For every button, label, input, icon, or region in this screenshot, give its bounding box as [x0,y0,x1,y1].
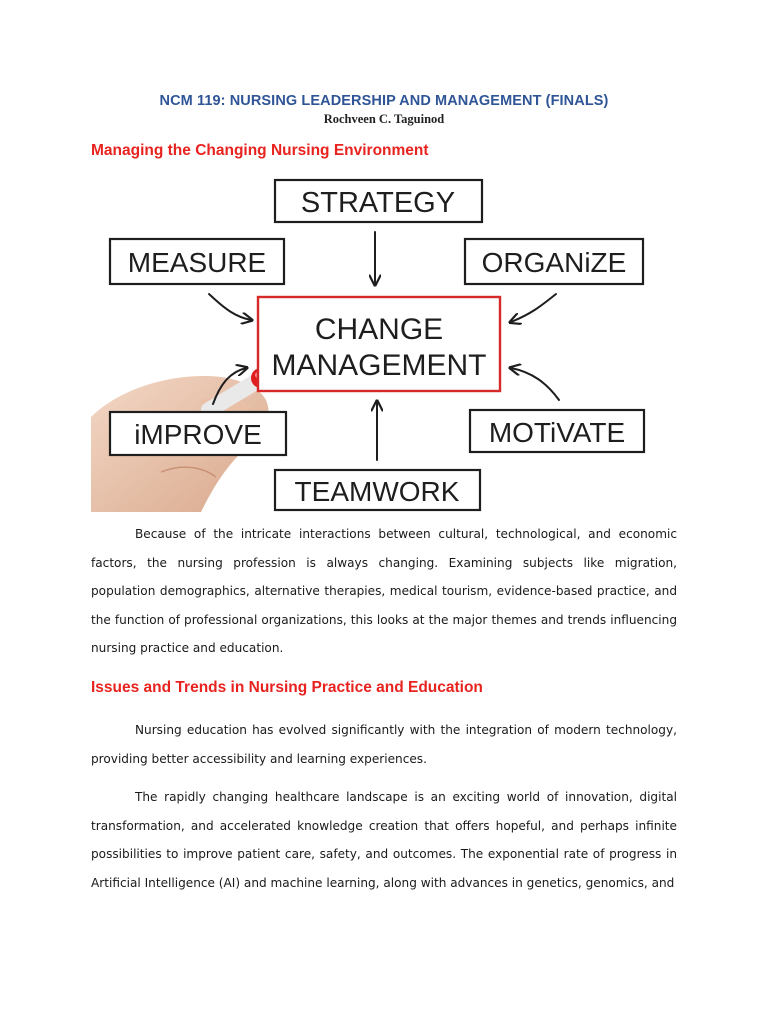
organize-box [465,239,643,284]
measure-label: MEASURE [127,247,267,278]
education-paragraph: Nursing education has evolved significantly with the integration of modern technology, providing better accessibility and learning experiences. [91,723,677,766]
center-label-line1: CHANGE [314,313,444,346]
measure-box [110,239,284,284]
section-heading-managing-change: Managing the Changing Nursing Environment [91,142,429,159]
motivate-box [470,410,644,452]
intro-paragraph: Because of the intricate interactions between cultural, technological, and economic factors, the nursing profession is always changing. Examining subjects like migration, population demographics, alternative therapies, medical tourism, evidence-based practice, and the function of professional organizations, this looks at the major themes and trends influencing nursing practice and education. [91,527,677,655]
center-label-line2: MANAGEMENT [271,349,487,382]
change-management-figure [91,172,677,512]
healthcare-landscape-paragraph: The rapidly changing healthcare landscape is an exciting world of innovation, digital transformation, and accelerated knowledge creation that offers hopeful, and perhaps infinite possibilities to improve patient care, safety, and outcomes. The exponential rate of progress in Artificial Intelligence (AI) and machine learning, along with advances in genetics, genomics, and [91,790,677,890]
change-management-box [258,297,500,391]
document-title: NCM 119: NURSING LEADERSHIP AND MANAGEMENT (FINALS) [159,93,609,109]
improve-label: iMPROVE [134,419,262,450]
section-heading-issues-trends: Issues and Trends in Nursing Practice and Education [91,679,483,696]
document-author: Rochveen C. Taguinod [323,112,445,126]
organize-label: ORGANiZE [481,247,627,278]
strategy-box [275,180,482,222]
motivate-label: MOTiVATE [488,417,626,448]
teamwork-label: TEAMWORK [294,476,460,507]
strategy-label: STRATEGY [300,187,456,219]
improve-box [110,412,286,455]
teamwork-box [275,470,480,510]
